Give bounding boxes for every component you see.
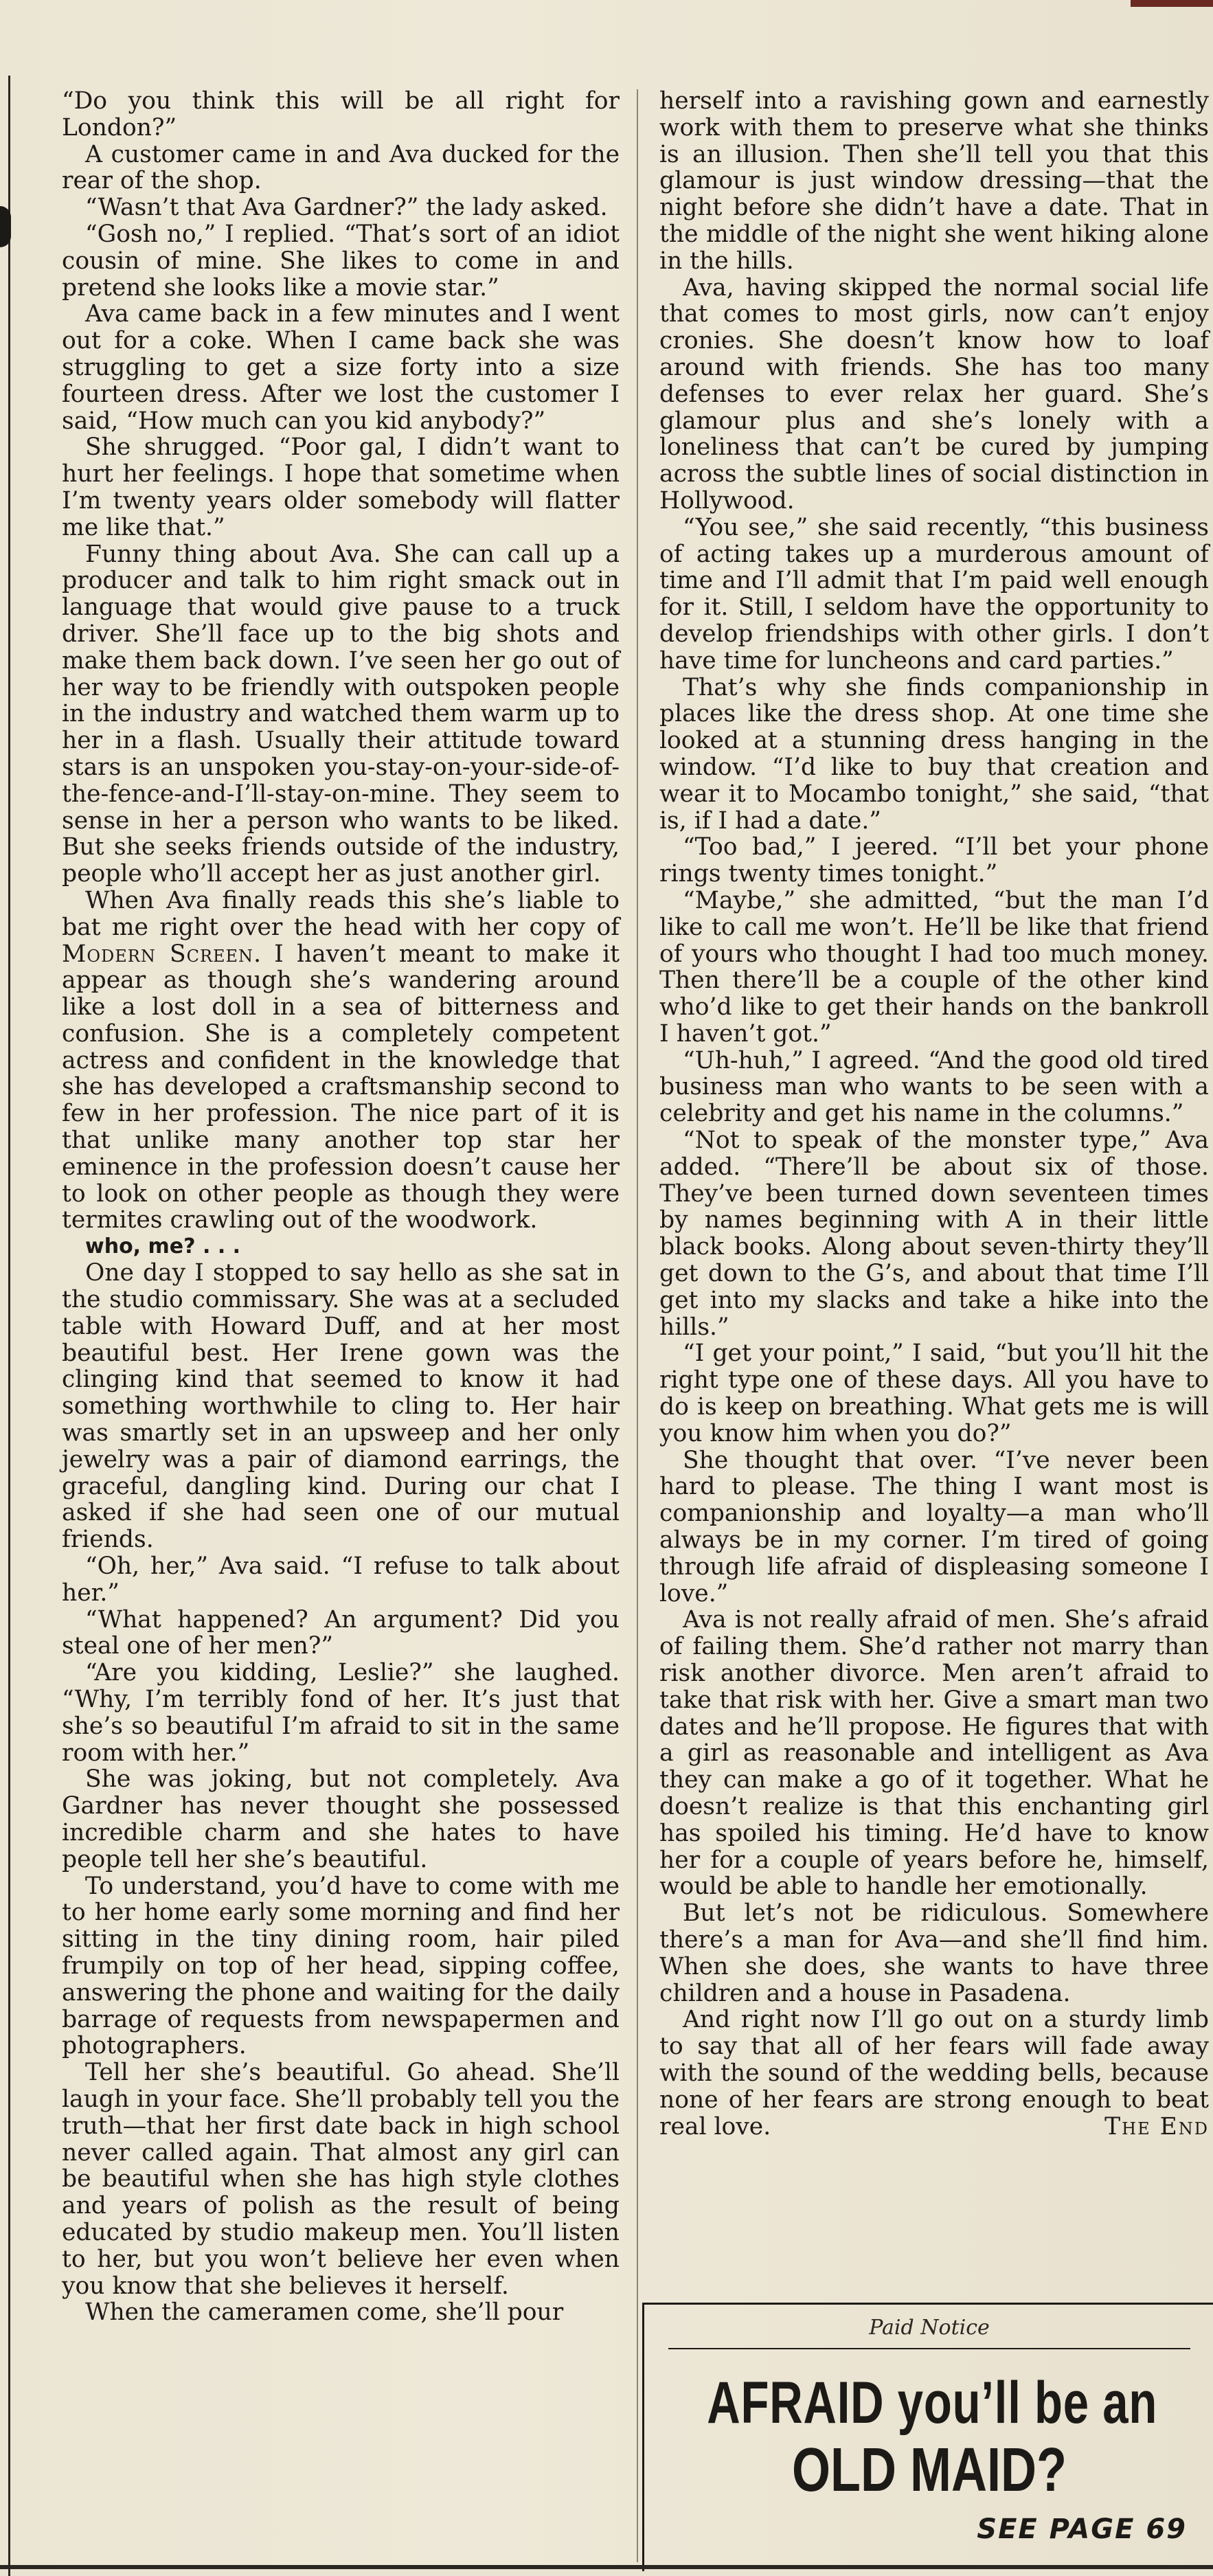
paragraph: “Maybe,” she admitted, “but the man I’d like to call me won’t. He’ll be like that friend of yours who thought I had too much money. Then there’ll be a couple of the other kind who’d like to get their hands on the bankroll I haven’t got.” [659, 886, 1209, 1048]
paragraph: Tell her she’s beautiful. Go ahead. She’ll laugh in your face. She’ll probably tell you the truth—that her first date back in high school never called again. That almost any girl can be beautiful when she has high style clothes and years of polish as the result of being educated by studio makeup men. You’ll listen to her, but you won’t believe her even when you know that she believes it herself. [62, 2059, 620, 2300]
page-edge-top [1131, 0, 1213, 7]
paragraph-text: . I haven’t meant to make it appear as though she’s wandering around like a lost doll in a sea of bitterness and confusion. She is a completely competent actress and confident in the knowledge that she has developed a craftsmanship second to few in her profession. The nice part of it is that unlike many another top star her eminence in the profession doesn’t cause her to look on other people as though they were termites crawling out of the woodwork. [62, 940, 620, 1234]
paragraph: Ava, having skipped the normal social life that comes to most girls, now can’t enjoy cronies. She doesn’t know how to loaf around with friends. She has too many defenses to ever relax her guard. She’s glamour plus and she’s lonely with a loneliness that can’t be cured by jumping across the subtle lines of social distinction in Hollywood. [659, 273, 1209, 515]
end-mark: The End [1104, 2112, 1209, 2140]
paragraph-final [659, 2007, 1209, 2140]
paid-notice-ad [642, 2303, 1213, 2571]
paragraph: To understand, you’d have to come with me to her home early some morning and find her sitting in the tiny dining room, hair piled frumpily on top of her head, sipping coffee, answering the phone and waiting for the daily barrage of requests from newspapermen and photographers. [62, 1872, 620, 2060]
paragraph: “Wasn’t that Ava Gardner?” the lady asked. [85, 194, 608, 222]
paragraph: But let’s not be ridiculous. Somewhere there’s a man for Ava—and she’ll find him. When she does, she wants to have three children and a house in Pasadena. [659, 1899, 1209, 2007]
paragraph: “Not to speak of the monster type,” Ava added. “There’ll be about six of those. They’ve been turned down seventeen times by names beginning with A in their little black books. Along about seven-thirty they’ll get down to the G’s, and about that time I’ll get into my slacks and take a hike into the hills.” [659, 1127, 1209, 1341]
paragraph: She was joking, but not completely. Ava Gardner has never thought she possessed incredible charm and she hates to have people tell her she’s beautiful. [62, 1765, 620, 1873]
article-left-column [62, 88, 620, 2326]
paragraph: Ava is not really afraid of men. She’s afraid of failing them. She’d rather not marry than risk another divorce. Men aren’t afraid to take that risk with her. Give a smart man two dates and he’ll propose. He figures that with a girl as reasonable and intelligent as Ava they can make a go of it together. What he doesn’t realize is that this enchanting girl has spoiled his timing. He’d have to know her for a couple of years before he, himself, would be able to handle her emotionally. [659, 1606, 1209, 1901]
ad-notice-label: Paid Notice [869, 2316, 990, 2340]
magazine-name: Modern Screen [62, 940, 254, 968]
paragraph: “Are you kidding, Leslie?” she laughed. “Why, I’m terribly fond of her. It’s just that she’s so beautiful I’m afraid to sit in the same room with her.” [62, 1659, 620, 1767]
paragraph-modern-screen [62, 888, 620, 1234]
paragraph: “Do you think this will be all right for London?” [62, 87, 620, 142]
paragraph: herself into a ravishing gown and earnestly work with them to preserve what she thinks is an illusion. Then she’ll tell you that this glamour is just window dressing—that the night before she didn’t have a date. That in the middle of the night she went hiking alone in the hills. [659, 87, 1209, 275]
paragraph: “I get your point,” I said, “but you’ll hit the right type one of these days. All you have to do is keep on breathing. What gets me is will you know him when you do?” [659, 1340, 1209, 1447]
paragraph: That’s why she finds companionship in places like the dress shop. At one time she looked at a stunning dress hanging in the window. “I’d like to buy that creation and wear it to Mocambo tonight,” she said, “that is, if I had a date.” [659, 673, 1209, 835]
ad-divider [668, 2348, 1190, 2349]
paragraph: When the cameramen come, she’ll pour [85, 2298, 564, 2327]
left-margin-mark [0, 206, 11, 247]
paragraph: “Gosh no,” I replied. “That’s sort of an idiot cousin of mine. She likes to come in and pretend she looks like a movie star.” [62, 220, 620, 302]
paragraph-text: When Ava finally reads this she’s liable to bat me right over the head with her copy of [62, 886, 620, 941]
paragraph: Ava came back in a few minutes and I went out for a coke. When I came back she was struggling to get a size forty into a size fourteen dress. After we lost the customer I said, “How much can you kid anybody?” [62, 300, 620, 435]
paragraph: “Oh, her,” Ava said. “I refuse to talk about her.” [62, 1552, 620, 1607]
paragraph: Funny thing about Ava. She can call up a producer and talk to him right smack out in language that would give pause to a truck driver. She’ll face up to the big shots and make them back down. I’ve seen her go out of her way to be friendly with outspoken people in the industry and watched them warm up to her in a flash. Usually their attitude toward stars is an unspoken you-stay-on-your-side-of-the-fence-and-I’ll-stay-on-mine. They seem to sense in her a person who wants to be liked. But she seeks friends outside of the industry, people who’ll accept her as just another girl. [62, 540, 620, 888]
section-subhead: who, me? . . . [85, 1234, 241, 1259]
paragraph: “You see,” she said recently, “this business of acting takes up a murderous amount of time and I’ll admit that I’m paid well enough for it. Still, I seldom have the opportunity to develop friendships with other girls. I don’t have time for luncheons and card parties.” [659, 513, 1209, 675]
ad-headline-line1: AFRAID you’ll be an [707, 2370, 1158, 2436]
page-edge-bottom [0, 2565, 1213, 2569]
paragraph-text: And right now I’ll go out on a sturdy limb to say that all of her fears will fade away with the sound of the wedding bells, because none of her fears are strong enough to beat real love. [659, 2006, 1209, 2140]
column-divider [637, 89, 638, 2562]
ad-headline-line2: OLD MAID? [792, 2436, 1067, 2505]
paragraph: “Uh-huh,” I agreed. “And the good old tired business man who wants to be seen with a celebrity and get his name in the columns.” [659, 1046, 1209, 1128]
paragraph: She thought that over. “I’ve never been hard to please. The thing I want most is companionship and loyalty—a man who’ll always be in my corner. I’m tired of going through life afraid of displeasing someone I love.” [659, 1446, 1209, 1607]
paragraph: One day I stopped to say hello as she sat in the studio commissary. She was at a secluded table with Howard Duff, and at her most beautiful best. Her Irene gown was the clinging kind that seemed to know it had something worthwhile to cling to. Her hair was smartly set in an upsweep and her only jewelry was a pair of diamond earrings, the graceful, dangling kind. During our chat I asked if she had seen one of our mutual friends. [62, 1259, 620, 1554]
paragraph: “Too bad,” I jeered. “I’ll bet your phone rings twenty times tonight.” [659, 833, 1209, 888]
paragraph: She shrugged. “Poor gal, I didn’t want to hurt her feelings. I hope that sometime when I’m twenty years older somebody will flatter me like that.” [62, 433, 620, 541]
left-margin-rule [0, 76, 10, 2576]
paragraph: A customer came in and Ava ducked for the rear of the shop. [62, 140, 620, 195]
article-right-column [659, 88, 1209, 2140]
paragraph: “What happened? An argument? Did you steal one of her men?” [62, 1605, 620, 1660]
ad-see-page: SEE PAGE 69 [977, 2513, 1187, 2545]
